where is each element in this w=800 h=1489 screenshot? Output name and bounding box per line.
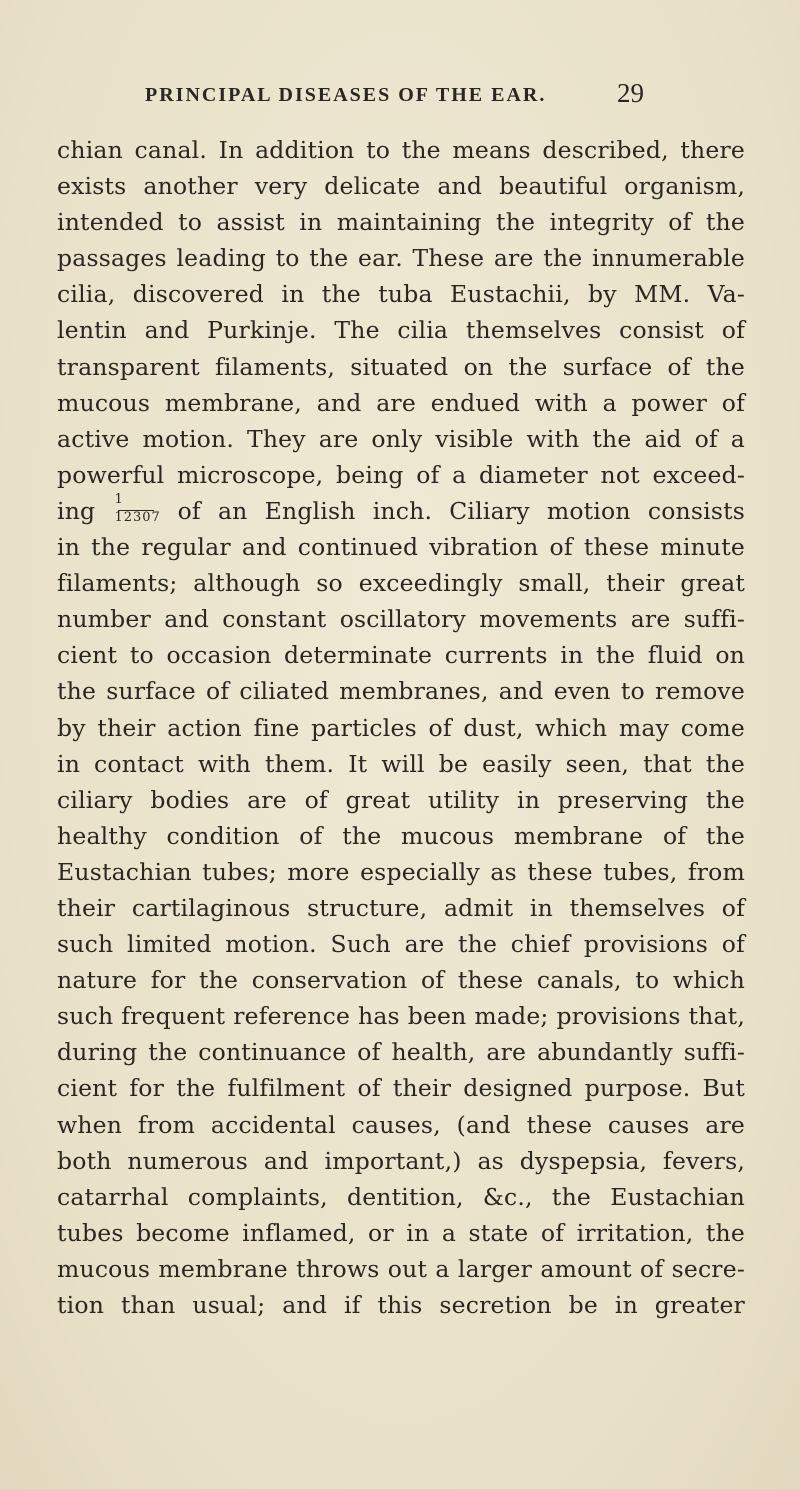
text-line: such frequent reference has been made; provisions that, — [57, 1002, 745, 1031]
text-line: such limited motion. Such are the chief provisions of — [57, 930, 745, 959]
text-line: intended to assist in maintaining the integrity of the — [57, 208, 745, 237]
text-line: by their action fine particles of dust, which may come — [57, 713, 745, 742]
text-line: the surface of ciliated membranes, and even to remove — [57, 677, 745, 706]
running-head-title: PRINCIPAL DISEASES OF THE EAR. — [145, 84, 547, 106]
text-line: their cartilaginous structure, admit in themselves of — [57, 893, 745, 922]
text-line: when from accidental causes, (and these causes are — [57, 1110, 745, 1139]
fraction-denominator: 12307 — [114, 510, 161, 526]
text-line: during the continuance of health, are abundantly suffi- — [57, 1038, 745, 1067]
text-line: exists another very delicate and beautiful organism, — [57, 172, 745, 201]
text-line: nature for the conservation of these canals, to which — [57, 966, 745, 995]
text-line: ciliary bodies are of great utility in preserving the — [57, 785, 745, 814]
fraction-numerator: 1 — [114, 492, 123, 508]
text-line: transparent filaments, situated on the surface of the — [57, 352, 745, 381]
text-fragment: of an English inch. Ciliary motion consists — [177, 496, 746, 525]
text-line: number and constant oscillatory movements are suffi- — [57, 605, 745, 634]
text-line: Eustachian tubes; more especially as these tubes, from — [57, 857, 745, 886]
text-line: cient to occasion determinate currents in the fluid on — [57, 641, 745, 670]
fraction — [114, 492, 161, 527]
text-line: mucous membrane throws out a larger amount of secre- — [57, 1254, 745, 1283]
text-line: active motion. They are only visible with the aid of a — [57, 424, 745, 453]
text-line: lentin and Purkinje. The cilia themselves consist of — [57, 316, 745, 345]
text-line: powerful microscope, being of a diameter not exceed- — [57, 460, 745, 489]
text-line: both numerous and important,) as dyspepsia, fevers, — [57, 1146, 745, 1175]
text-line: mucous membrane, and are endued with a power of — [57, 388, 745, 417]
body-text — [57, 132, 745, 1323]
text-line: chian canal. In addition to the means described, there — [57, 136, 745, 164]
text-line: passages leading to the ear. These are the innumerable — [57, 244, 745, 273]
text-line: in contact with them. It will be easily seen, that the — [57, 749, 745, 778]
text-line: catarrhal complaints, dentition, &c., the Eustachian — [57, 1182, 745, 1211]
text-line: cilia, discovered in the tuba Eustachii, by MM. Va- — [57, 280, 745, 309]
text-line: cient for the fulfilment of their designed purpose. But — [57, 1074, 745, 1103]
text-line: filaments; although so exceedingly small, their great — [57, 569, 745, 598]
text-line-with-fraction — [57, 493, 745, 529]
text-fragment: ing — [57, 496, 96, 525]
text-line: tubes become inflamed, or in a state of irritation, the — [57, 1218, 745, 1247]
page-number: 29 — [617, 78, 644, 108]
running-head — [0, 80, 800, 110]
text-line: healthy condition of the mucous membrane of the — [57, 821, 745, 850]
text-line: tion than usual; and if this secretion be in greater — [57, 1291, 745, 1319]
text-line: in the regular and continued vibration of these minute — [57, 533, 745, 562]
